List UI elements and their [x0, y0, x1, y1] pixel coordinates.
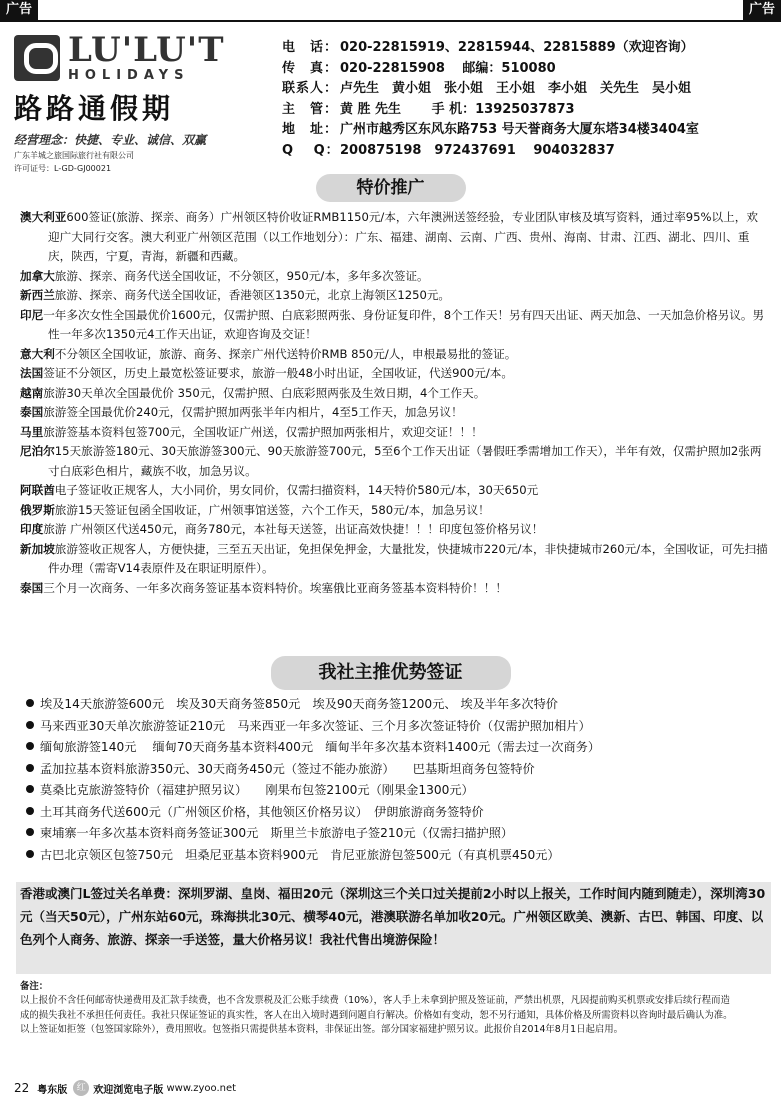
slogan: 经营理念：快捷、专业、诚信、双赢 [14, 133, 207, 147]
promo-country: 马里 [20, 424, 44, 439]
contact-row [282, 100, 775, 121]
brand-badge-icon: 红 [73, 1080, 89, 1096]
promo-item [20, 501, 769, 521]
bullet-icon [26, 764, 34, 772]
bullet-icon [26, 721, 34, 729]
promo-text: 15天旅游签180元、30天旅游签300元、90天旅游签700元，5至6个工作天出证（暑假旺季需增加工作天），半年有效，仅需护照加2张两寸白底彩色相片，藏族不收，加急另议。 [48, 444, 762, 478]
list-item-text: 马来西亚30天单次旅游签证210元 马来西亚一年多次签证、三个月多次签证特价（仅需护照加相片） [40, 718, 591, 733]
promo-text: 一年多次女性全国最优价1600元，仅需护照、白底彩照两张、身份证复印件，8个工作天！另有四天出证、两天加急、一天加急价格另议。男性一年多次1350元4工作天出证，欢迎咨询及交证！ [43, 307, 765, 341]
promo-country: 印尼 [20, 307, 44, 322]
contact-label: 地 址： [282, 122, 339, 137]
promo-text: 电子签证收正规客人，大小同价，男女同价，仅需扫描资料，14天特价580元/本，30天650元 [54, 483, 539, 497]
remarks-text: 以上报价不含任何邮寄快递费用及汇款手续费，也不含发票税及汇公账手续费（10%），客人手上未拿到护照及签证前，严禁出机票，凡因提前购买机票或安排后续行程而造成的损失我社不承担任何责任。我社只保证签证的真实性，客人在出入境时遇到问题自行解决。价格如有变动，恕不另行通知，具体价格及所需资料以咨询时最后确认为准。以上签证如拒签（包签国家除外），费用照收。包签指只需提供基本资料，非保证出签。部分国家福建护照另议。此报价自2014年8月1日起启用。 [20, 995, 733, 1035]
list-item [26, 737, 771, 759]
top-divider [0, 20, 781, 22]
section-title-specials: 特价推广 [316, 174, 466, 202]
promo-country: 意大利 [20, 346, 55, 361]
promo-list [20, 208, 769, 598]
promo-item [20, 267, 769, 287]
bullet-icon [26, 785, 34, 793]
contact-label: 电 话： [282, 40, 339, 55]
promo-item [20, 384, 769, 404]
contact-label: 联系人： [282, 81, 339, 96]
contact-row [282, 120, 775, 141]
ad-label-left: 广告 [0, 0, 38, 20]
company-name: 广东羊城之旅国际旅行社有限公司 [14, 151, 134, 160]
list-item [26, 845, 771, 867]
promo-country: 越南 [20, 385, 44, 400]
section-title-featured: 我社主推优势签证 [271, 656, 511, 690]
promo-item [20, 442, 769, 481]
brand-name-en: LU'LU'T [68, 30, 225, 70]
promo-country: 阿联酋 [20, 483, 55, 497]
license-number: 许可证号：L-GD-GJ00021 [14, 164, 112, 173]
brand-mark-icon [14, 35, 60, 81]
edition-label: 粤东版 [37, 1084, 68, 1096]
website-link[interactable]: www.zyoo.net [166, 1082, 237, 1094]
contact-value: 卢先生 黄小姐 张小姐 王小姐 李小姐 关先生 吴小姐 [340, 81, 692, 96]
promo-item [20, 208, 769, 267]
contact-value: 200875198 972437691 904032837 [340, 142, 615, 158]
list-item-text: 孟加拉基本资料旅游350元、30天商务450元（签过不能办旅游） 巴基斯坦商务包签特价 [40, 761, 535, 776]
contact-row [282, 79, 775, 100]
contact-value: 黄 胜 先生 手 机：13925037873 [340, 101, 575, 117]
promo-item [20, 345, 769, 365]
promo-country: 俄罗斯 [20, 502, 55, 517]
promo-country: 泰国 [20, 405, 44, 419]
promo-country: 印度 [20, 522, 44, 536]
promo-text: 旅游签全国最优价240元，仅需护照加两张半年内相片，4至5工作天，加急另议！ [43, 405, 463, 419]
contact-row [282, 38, 775, 59]
promo-text: 旅游签基本资料包签700元，全国收证广州送，仅需护照加两张相片，欢迎交证！！！ [43, 424, 483, 439]
list-item-text: 莫桑比克旅游签特价（福建护照另议） 刚果布包签2100元（刚果金1300元） [40, 783, 474, 797]
promo-text: 旅游、探亲、商务代送全国收证，香港领区1350元，北京上海领区1250元。 [54, 288, 451, 302]
list-item [26, 780, 771, 802]
promo-item [20, 579, 769, 599]
promo-text: 旅游15天签证包函全国收证，广州领事馆送签，六个工作天，580元/本，加急另议！ [54, 502, 490, 517]
bullet-icon [26, 807, 34, 815]
page-number: 22 [14, 1081, 30, 1095]
brand-logo [14, 32, 262, 174]
promo-item [20, 540, 769, 579]
promo-text: 签证不分领区，历史上最宽松签证要求，旅游一般48小时出证，全国收证，代送900元/本。 [43, 366, 513, 380]
list-item [26, 694, 771, 716]
promo-text: 旅游30天单次全国最优价 350元，仅需护照、白底彩照两张及生效日期，4个工作天。 [43, 385, 486, 400]
list-item [26, 823, 771, 845]
promo-country: 法国 [20, 366, 44, 380]
list-item-text: 缅甸旅游签140元 缅甸70天商务基本资料400元 缅甸半年多次基本资料1400元（需去过一次商务） [40, 740, 601, 754]
featured-list [26, 694, 771, 866]
promo-item [20, 481, 769, 501]
page-footer [14, 1080, 236, 1096]
footer-caption: 欢迎浏览电子版 [93, 1084, 164, 1096]
promo-text: 旅游签收正规客人，方便快捷，三至五天出证，免担保免押金，大量批发，快捷城市220元/本，非快捷城市260元/本，全国收证，可先扫描件办理（需寄V14表原件及在职证明原件）。 [48, 541, 768, 575]
promo-text: 三个月一次商务、一年多次商务签证基本资料特价。埃塞俄比亚商务签基本资料特价！！！ [43, 580, 507, 595]
list-item [26, 759, 771, 781]
brand-subtitle: HOLIDAYS [68, 68, 190, 83]
promo-country: 尼泊尔 [20, 444, 55, 458]
list-item [26, 802, 771, 824]
remarks-label: 备注： [20, 981, 49, 992]
promo-text: 不分领区全国收证，旅游、商务、探亲广州代送特价RMB 850元/人，申根最易批的签证。 [54, 346, 517, 361]
promo-country: 新加坡 [20, 541, 55, 556]
promo-item [20, 286, 769, 306]
contact-label: 传 真： [282, 60, 339, 76]
promo-text: 旅游、探亲、商务代送全国收证，不分领区，950元/本，多年多次签证。 [54, 268, 429, 283]
promo-country: 澳大利亚 [20, 210, 67, 224]
promo-text: 600签证(旅游、探亲、商务）广州领区特价收证RMB1150元/本，六年澳洲送签经验，专业团队审核及填写资料，通过率95%以上，欢迎广大同行交客。澳大利亚广州领区范围（以工作地划分）：广东、福建、湖南、云南、广西、贵州、海南、甘肃、江西、湖北、四川、重庆，陕西，宁夏，青海，新疆和西藏。 [48, 210, 758, 263]
contact-row [282, 141, 775, 162]
ad-label-right: 广告 [743, 0, 781, 20]
brand-name-cn: 路路通假期 [14, 92, 175, 125]
promo-item [20, 520, 769, 540]
promo-item [20, 423, 769, 443]
promo-country: 泰国 [20, 580, 44, 595]
promo-country: 加拿大 [20, 268, 55, 283]
bullet-icon [26, 742, 34, 750]
promo-country: 新西兰 [20, 288, 55, 302]
list-item-text: 埃及14天旅游签600元 埃及30天商务签850元 埃及90天商务签1200元、 埃及半年多次特价 [40, 697, 558, 711]
contact-label: 主 管： [282, 101, 339, 117]
promo-text: 旅游 广州领区代送450元，商务780元，本社每天送签，出证高效快捷！！！印度包签价格另议！ [43, 522, 544, 536]
bullet-icon [26, 828, 34, 836]
contact-value: 020-22815919、22815944、22815889（欢迎咨询） [340, 40, 694, 55]
list-item-text: 柬埔寨一年多次基本资料商务签证300元 斯里兰卡旅游电子签210元（仅需扫描护照） [40, 826, 514, 840]
contact-label: Q Q： [282, 142, 340, 158]
promo-item [20, 306, 769, 345]
contact-value: 广州市越秀区东风东路753 号天誉商务大厦东塔34楼3404室 [340, 122, 699, 137]
hk-macau-notice: 香港或澳门L签过关名单费：深圳罗湖、皇岗、福田20元（深圳这三个关口过关提前2小时以上报关，工作时间内随到随走），深圳湾30元（当天50元），广州东站60元，珠海拱北30元、横琴40元，港澳联游名单加收20元。广州领区欧美、澳新、古巴、韩国、印度、以色列个人商务、旅游、探亲一手送签，量大价格另议！我社代售出境游保险！ [16, 882, 771, 974]
list-item [26, 716, 771, 738]
promo-item [20, 403, 769, 423]
contact-block [282, 38, 775, 161]
contact-value: 020-22815908 邮编：510080 [340, 60, 556, 76]
list-item-text: 土耳其商务代送600元（广州领区价格，其他领区价格另议） 伊朗旅游商务签特价 [40, 804, 484, 819]
bullet-icon [26, 699, 34, 707]
contact-row [282, 59, 775, 80]
list-item-text: 古巴北京领区包签750元 坦桑尼亚基本资料900元 肯尼亚旅游包签500元（有真机票450元） [40, 847, 560, 862]
promo-item [20, 364, 769, 384]
remarks [20, 980, 771, 1037]
bullet-icon [26, 850, 34, 858]
